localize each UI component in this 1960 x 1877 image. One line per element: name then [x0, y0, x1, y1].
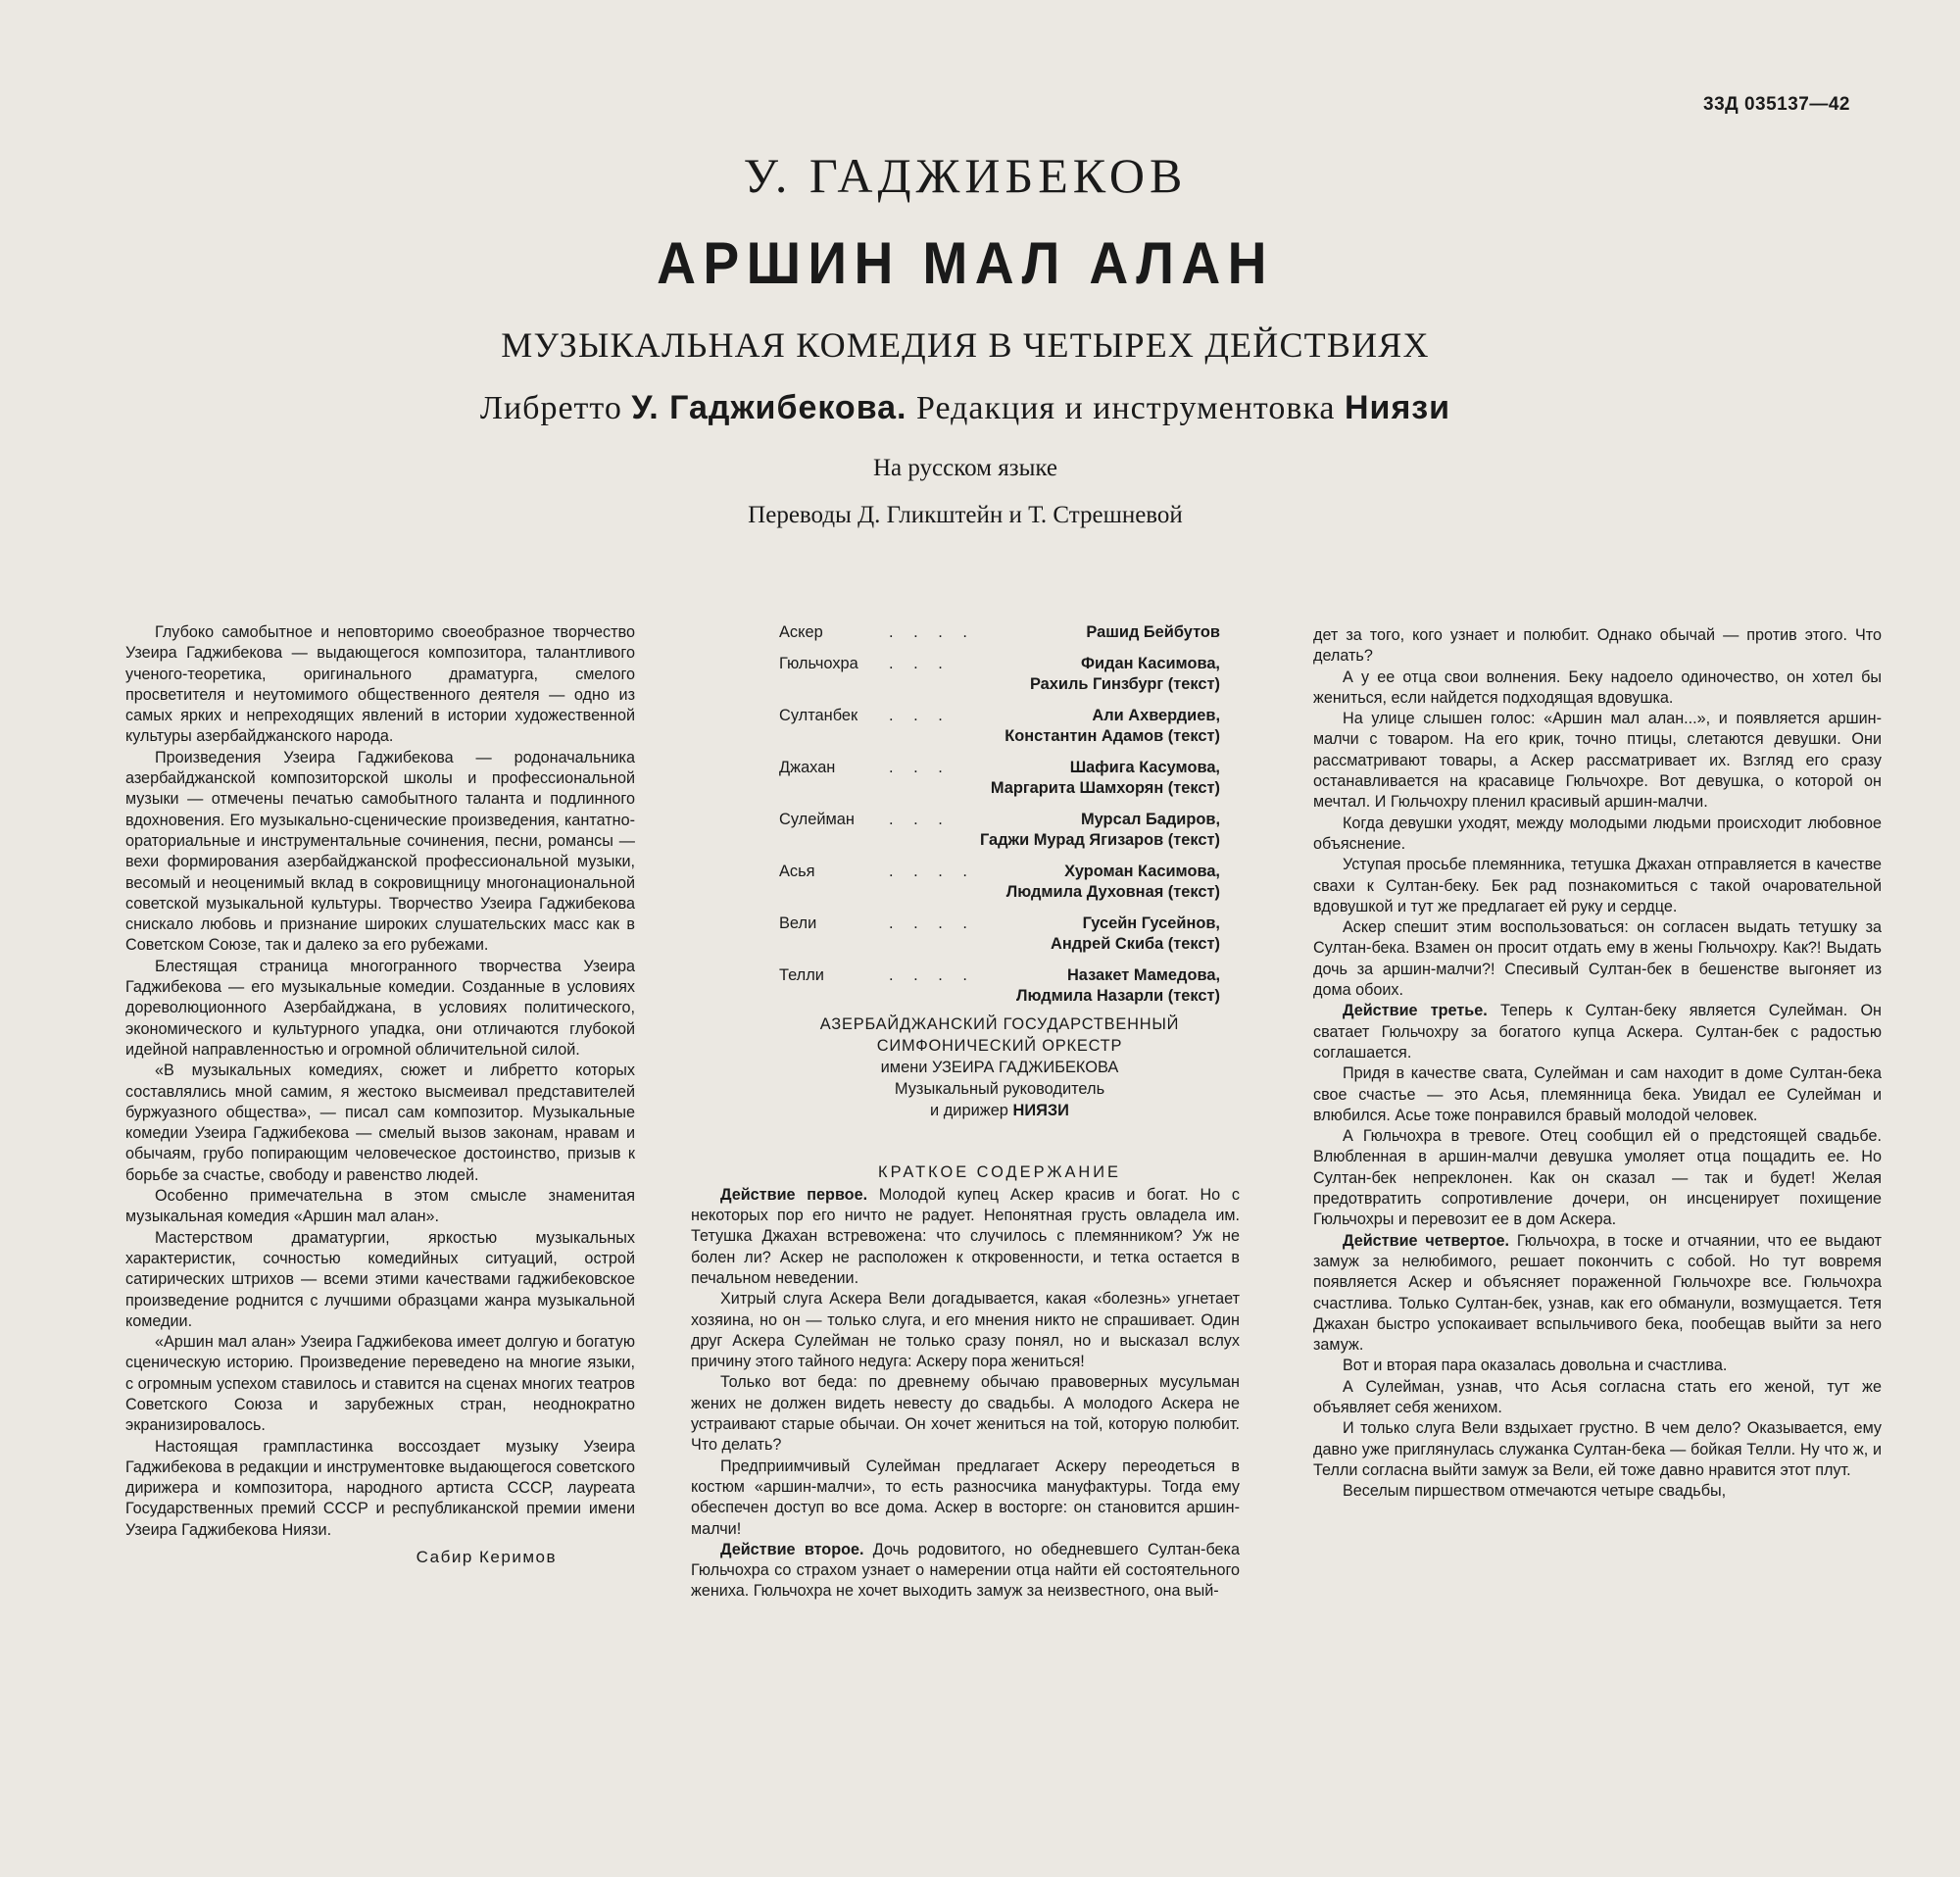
cast-row: [691, 706, 1240, 727]
summary-continued-column: [1313, 625, 1882, 1502]
summary-paragraph: Хитрый слуга Аскера Вели догадывается, какая «болезнь» угнетает хозяина, но он — только слуга, и его мнения никто не спрашивает. Один друг Аскера Сулейман не только сразу понял, но и высказал вслух причину этого тайного недуга: Аскеру пора жениться!: [691, 1290, 1240, 1371]
cast-dots: . . . .: [889, 623, 975, 641]
cast-row: [691, 965, 1240, 987]
cast-row: [691, 862, 1240, 883]
article-paragraph: «В музыкальных комедиях, сюжет и либретто которых составлялись мной самим, я жестоко высмеивал представителей буржуазного общества», — писал сам композитор. Музыкальные комедии Узеира Гаджибекова — смелый вызов законам, нравам и обычаям, грубо попирающим человеческое достоинство, призыв к борьбе за счастье, свободу и равенство людей.: [125, 1062, 635, 1184]
summary-paragraph: А у ее отца свои волнения. Беку надоело одиночество, он хотел бы жениться, если найдется подходящая вдовушка.: [1313, 667, 1882, 707]
work-title: АРШИН МАЛ АЛАН: [657, 230, 1274, 296]
cast-actor: Людмила Назарли (текст): [1015, 987, 1220, 1005]
act-text: Теперь к Султан-беку является Сулейман. Он сватает Гюльчохру за богатого купца Аскера. Султан-бек с радостью соглашается.: [1313, 1002, 1882, 1062]
cast-row: [691, 758, 1240, 779]
summary-paragraph: Вот и вторая пара оказалась довольна и счастлива.: [1343, 1357, 1728, 1375]
cast-actor: Шафига Касумова,: [1069, 758, 1220, 776]
cast-actor: Назакет Мамедова,: [1066, 965, 1220, 984]
summary-paragraph: А Сулейман, узнав, что Асья согласна стать его женой, тут же объявляет себя женихом.: [1313, 1377, 1882, 1416]
cast-actor: Маргарита Шамхорян (текст): [990, 779, 1220, 797]
work-subtitle: МУЗЫКАЛЬНАЯ КОМЕДИЯ В ЧЕТЫРЕХ ДЕЙСТВИЯХ: [501, 325, 1430, 365]
cast-actor: Андрей Скиба (текст): [1051, 935, 1220, 953]
article-paragraph: Настоящая грампластинка воссоздает музыку Узеира Гаджибекова в редакции и инструментовке выдающегося советского дирижера и композитора, народного артиста СССР, лауреата Государственных премий СССР и республиканской премии имени Узеира Гаджибекова Ниязи.: [125, 1437, 635, 1539]
cast-dots: . . . .: [889, 965, 975, 984]
libretto-line: [0, 389, 1960, 427]
cast-role: Султанбек: [779, 706, 858, 724]
editor-name: Ниязи: [1344, 389, 1451, 426]
cast-dots: . . . .: [889, 914, 975, 932]
article-paragraph: Мастерством драматургии, яркостью музыкальных характеристик, сочностью комедийных ситуаций, острой сатирических штрихов — всеми этими качествами гаджибековское произведение роднится с лучшими образцами жанра музыкальной комедии.: [125, 1228, 635, 1330]
article-paragraph: Блестящая страница многогранного творчества Узеира Гаджибекова — его музыкальные комедии. Созданные в условиях дореволюционного Азербайджана, в условиях политического, экономического и культурного упадка, они отличаются глубокой идейной направленностью и огромной обличительной силой.: [125, 957, 635, 1059]
cast-dots: . . . .: [889, 862, 975, 880]
orchestra-line: [760, 1100, 1240, 1121]
cast-actor: Гаджи Мурад Ягизаров (текст): [979, 831, 1220, 849]
summary-paragraph: И только слуга Вели вздыхает грустно. В чем дело? Оказывается, ему давно уже приглянулась служанка Султан-бека — бойкая Телли. Ну что ж, и Телли согласна выйти замуж за Вели, ей тоже давно нравится этот плут.: [1313, 1419, 1882, 1479]
act-label: Действие третье.: [1343, 1002, 1488, 1020]
summary-paragraph: Предприимчивый Сулейман предлагает Аскеру переодеться в костюм «аршин-малчи», то есть разносчика мануфактуры. Тогда ему обеспечен доступ во все дома. Аскер в восторге: он становится аршин-малчи!: [691, 1457, 1240, 1538]
summary-title: КРАТКОЕ СОДЕРЖАНИЕ: [878, 1162, 1121, 1181]
article-paragraph: Особенно примечательна в этом смысле знаменитая музыкальная комедия «Аршин мал алан».: [125, 1187, 635, 1226]
summary-text: [691, 1185, 1240, 1603]
act-text: Дочь родовитого, но обедневшего Султан-бека Гюльчохра со страхом узнает о намерении отца найти ей состоятельного жениха. Гюльчохра не хочет выходить замуж за неизвестного, она вый-: [691, 1540, 1240, 1601]
orchestra-line: СИМФОНИЧЕСКИЙ ОРКЕСТР: [876, 1036, 1123, 1055]
summary-paragraph: А Гюльчохра в тревоге. Отец сообщил ей о предстоящей свадьбе. Влюбленная в аршин-малчи девушка умоляет отца пощадить ее. Но Султан-бек непреклонен. Как он сказал — так и будет! Желая предотвратить сопротивление дочери, он инсценирует похищение Гюльчохры и перевозит ее в дом Аскера.: [1313, 1127, 1882, 1229]
summary-paragraph: Придя в качестве свата, Сулейман и сам находит в доме Султан-бека свое счастье — это Асья, племянница бека. Увидал ее Сулейман и влюбился. Асье тоже понравился бравый молодой человек.: [1313, 1064, 1882, 1124]
cast-actor: Рахиль Гинзбург (текст): [1029, 675, 1220, 693]
cast-role: Аскер: [779, 623, 823, 641]
orchestra-line: имени УЗЕИРА ГАДЖИБЕКОВА: [880, 1058, 1119, 1076]
article-signature: Сабир Керимов: [416, 1548, 557, 1567]
orchestra-line: Музыкальный руководитель: [894, 1079, 1105, 1098]
summary-paragraph: [691, 1540, 1240, 1603]
cast-dots: . . .: [889, 654, 951, 672]
cast-dots: . . .: [889, 810, 951, 828]
cast-actor: Константин Адамов (текст): [1004, 727, 1220, 745]
cast-role: Телли: [779, 965, 824, 984]
act-label: Действие четвертое.: [1343, 1231, 1510, 1250]
cast-dots: . . .: [889, 706, 951, 724]
article-paragraph: Произведения Узеира Гаджибекова — родоначальника азербайджанской композиторской школы и профессиональной музыки — отмечены печатью самобытного таланта и подлинного вдохновения. Его музыкально-сценические произведения, кантатно-ораториальные и инструментальные сочинения, песни, романсы — вехи формирования азербайджанской профессиональной музыки, весомый и неоценимый вклад в сокровищницу многонациональной советской музыкальной культуры. Творчество Узеира Гаджибекова снискало любовь и признание широких слушательских масс как в Советском Союзе, так и далеко за его рубежами.: [125, 748, 635, 955]
cast-role: Сулейман: [779, 810, 855, 828]
summary-paragraph: [691, 1185, 1240, 1289]
summary-paragraph: Веселым пиршеством отмечаются четыре свадьбы,: [1343, 1482, 1727, 1501]
cast-row: [691, 914, 1240, 935]
summary-paragraph: На улице слышен голос: «Аршин мал алан...», и появляется аршин-малчи с товаром. На его крик, точно птицы, слетаются девушки. Они рассматривают товары, а Аскер рассматривает их. Взгляд его сразу останавливается на красавице Гюльчохре. Вот девушка, о которой он мечтал. И Гюльчохру пленил красивый аршин-малчи.: [1313, 710, 1882, 812]
libretto-author: У. Гаджибекова.: [631, 389, 907, 426]
cast-dots: . . .: [889, 758, 951, 776]
act-label: Действие второе.: [720, 1540, 864, 1558]
composer-name: У. ГАДЖИБЕКОВ: [743, 148, 1188, 203]
libretto-label: Либретто: [479, 390, 622, 426]
cast-list: [691, 622, 1240, 1008]
language-note: На русском языке: [872, 455, 1058, 481]
cast-actor: Али Ахвердиев,: [1092, 706, 1220, 724]
cast-actor: Рашид Бейбутов: [1086, 623, 1220, 641]
summary-paragraph: [1313, 1001, 1882, 1063]
cast-actor: Мурсал Бадиров,: [1081, 810, 1220, 828]
cast-and-summary-column: [691, 622, 1240, 1603]
summary-paragraph: Уступая просьбе племянника, тетушка Джахан отправляется в качестве свахи к Султан-беку. Бек рад познакомиться с такой очаровательной вдовушкой и тут же предлагает ей руку и сердце.: [1313, 856, 1882, 915]
cast-role: Гюльчохра: [779, 654, 858, 672]
translations-note: Переводы Д. Гликштейн и Т. Стрешневой: [748, 502, 1183, 528]
conductor-name: НИЯЗИ: [1012, 1101, 1069, 1119]
cast-role: Вели: [779, 914, 817, 932]
catalog-number: 33Д 035137—42: [1703, 94, 1850, 115]
editing-label: Редакция и инструментовка: [916, 390, 1336, 426]
orchestra-credit: [691, 1013, 1240, 1121]
cast-role: Джахан: [779, 758, 836, 776]
act-label: Действие первое.: [720, 1185, 868, 1204]
summary-paragraph: дет за того, кого узнает и полюбит. Однако обычай — против этого. Что делать?: [1313, 626, 1882, 666]
cast-role: Асья: [779, 862, 815, 880]
act-text: Молодой купец Аскер красив и богат. Но с некоторых пор его ничто не радует. Непонятная грусть овладела им. Тетушка Джахан встревожена: что случилось с племянником? Уж не болен ли? Аскер не расположен к откровенности, и тетка остается в печальном неведении.: [691, 1185, 1240, 1287]
cast-actor: Фидан Касимова,: [1080, 654, 1220, 672]
article-paragraph: «Аршин мал алан» Узеира Гаджибекова имеет долгую и богатую сценическую историю. Произведение переведено на многие языки, с огромным успехом ставилось и ставится на сценах многих театров Советского Союза и зарубежных стран, неоднократно экранизировалось.: [125, 1333, 635, 1435]
orchestra-line: АЗЕРБАЙДЖАНСКИЙ ГОСУДАРСТВЕННЫЙ: [819, 1014, 1180, 1033]
article-paragraph: Глубоко самобытное и неповторимо своеобразное творчество Узеира Гаджибекова — выдающегося композитора, талантливого ученого-теоретика, оригинального драматурга, смелого просветителя и неутомимого общественного деятеля — одно из самых ярких и непреходящих явлений в истории художественной культуры азербайджанского народа.: [125, 623, 635, 746]
cast-row: [691, 654, 1240, 675]
header: [0, 147, 1960, 529]
cast-row: [691, 810, 1240, 831]
summary-paragraph: [1313, 1231, 1882, 1357]
summary-paragraph: Аскер спешит этим воспользоваться: он согласен выдать тетушку за Султан-бека. Взамен он просит отдать ему в жены Гюльчохру. Как?! Выдать дочь за аршин-малчи?! Спесивый Султан-бек в бешенстве выгоняет из дома обоих.: [1313, 918, 1882, 1000]
act-text: Гюльчохра, в тоске и отчаянии, что ее выдают замуж за нелюбимого, решает покончить с собой. Но тут вовремя появляется Аскер и объясняет пораженной Гюльчохре все. Гюльчохра счастлива. Только Султан-бек, узнав, как его обманули, возмущается. Тетя Джахан быстро успокаивает вспыльчивого бека, пообещав выйти за него замуж.: [1313, 1231, 1883, 1355]
summary-paragraph: Только вот беда: по древнему обычаю правоверных мусульман жених не должен видеть невесту до свадьбы. А молодого Аскера не устраивают старые обычаи. Он хочет жениться на той, которую полюбит. Что делать?: [691, 1373, 1240, 1455]
cast-actor: Хуроман Касимова,: [1064, 862, 1220, 880]
conductor-label: и дирижер: [930, 1101, 1008, 1119]
cast-actor: Гусейн Гусейнов,: [1082, 914, 1220, 932]
summary-paragraph: Когда девушки уходят, между молодыми людьми происходит любовное объяснение.: [1313, 814, 1882, 853]
cast-actor: Людмила Духовная (текст): [1005, 883, 1220, 901]
article-column: [125, 622, 635, 1567]
cast-row: [691, 622, 1240, 644]
